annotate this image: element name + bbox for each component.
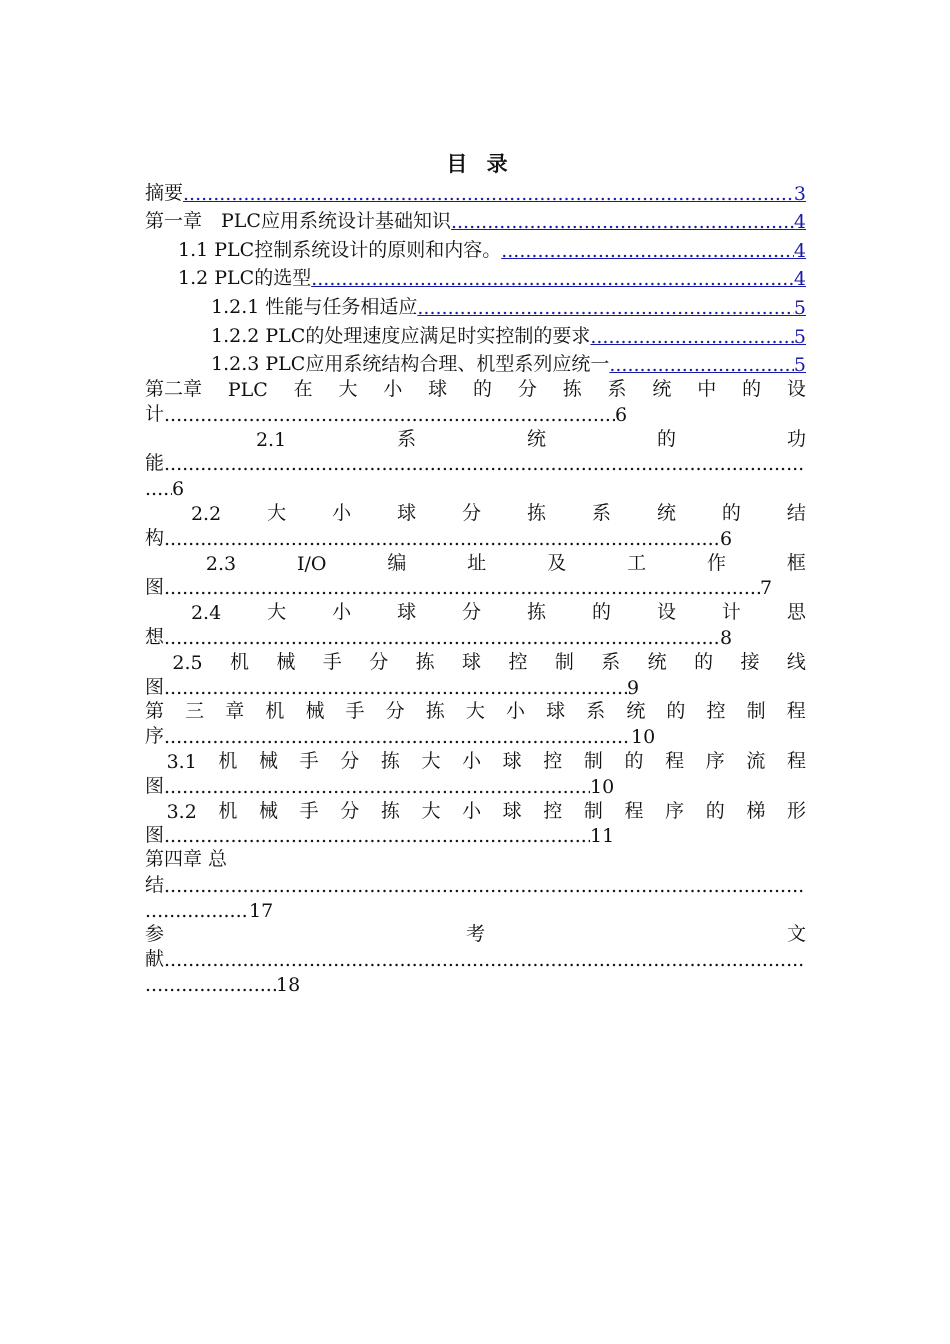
toc-entry-word: 系 (591, 501, 611, 524)
toc-entry-leader-line (145, 575, 806, 600)
toc-entry-word: 统 (626, 700, 646, 723)
toc-entry-word: 分 (462, 601, 482, 624)
toc-entry-justified-line (145, 748, 806, 773)
dot-leader (164, 875, 806, 897)
toc-page-number: 6 (615, 403, 628, 426)
toc-entry-word: 制 (746, 700, 766, 723)
toc-entry-2-2 (145, 500, 806, 550)
toc-entry-leader-line (145, 946, 806, 971)
toc-entry-2-3 (145, 550, 806, 600)
toc-entry-word: 大 (338, 377, 358, 400)
dot-leader (164, 528, 720, 550)
toc-entry-chapter-3 (145, 699, 806, 749)
toc-entry-justified-line (145, 922, 806, 947)
toc-entry-word: 3.1 (166, 750, 197, 773)
toc-entry-word: 分 (340, 749, 360, 772)
toc-entry-2-1 (145, 426, 806, 500)
toc-page-number: 11 (590, 825, 615, 848)
toc-entry-chapter-2 (145, 376, 806, 426)
toc-entry-word: 分 (517, 377, 537, 400)
toc-entry-leader-line (145, 525, 806, 550)
toc-entry-label: 1.2.1 性能与任务相适应 (211, 295, 418, 318)
toc-entry-word: 的 (591, 601, 611, 624)
dot-leader (164, 453, 806, 475)
toc-entry-word: 的 (705, 799, 725, 822)
toc-entry-word: 大 (421, 749, 441, 772)
toc-entry-justified-line (145, 699, 806, 724)
toc-entry-word: 序 (705, 749, 725, 772)
toc-entry-chapter-1[interactable] (145, 205, 806, 234)
toc-entry-justified-line (145, 798, 806, 823)
toc-entry-word: 分 (462, 501, 482, 524)
toc-entry-justified-line (145, 599, 806, 624)
toc-entry-word: 械 (259, 799, 279, 822)
dot-leader (164, 825, 590, 847)
toc-entry-1-2[interactable] (145, 262, 806, 291)
toc-entry-word: 球 (546, 700, 566, 723)
toc-entry-label-tail: 图 (145, 576, 165, 599)
toc-entry-word: 拣 (380, 799, 400, 822)
toc-entry-leader-line (145, 723, 806, 748)
dot-leader (164, 949, 806, 971)
toc-entry-1-1[interactable] (145, 233, 806, 262)
toc-entry-word: 2.3 (205, 552, 237, 575)
toc-entry-word: 的 (473, 377, 493, 400)
toc-entry-leader-line (145, 624, 806, 649)
toc-entry-word: 小 (332, 601, 352, 624)
toc-entry-leader-line (145, 773, 806, 798)
toc-entry-leader-line (145, 897, 806, 922)
toc-entry-word: 统 (647, 650, 667, 673)
toc-entry-word: 址 (467, 551, 487, 574)
toc-entry-label-tail: 构 (145, 526, 165, 549)
toc-entry-word: 的 (624, 749, 644, 772)
toc-entry-word: 在 (293, 377, 313, 400)
toc-entry-word: 2.1 (255, 428, 287, 451)
toc-entry-justified-line (145, 649, 806, 674)
toc-entry-word: 小 (332, 501, 352, 524)
toc-entry-3-1 (145, 748, 806, 798)
toc-entry-label-tail: 结 (145, 873, 165, 896)
toc-entry-word: 大 (267, 501, 287, 524)
toc-entry-word: 手 (322, 650, 342, 673)
toc-entry-word: 小 (505, 700, 525, 723)
toc-entry-label-tail: 献 (145, 948, 165, 971)
toc-entry-word: 机 (218, 799, 238, 822)
toc-entry-word: 控 (543, 799, 563, 822)
toc-entry-word: 拣 (415, 650, 435, 673)
toc-entry-word: 手 (299, 749, 319, 772)
toc-entry-1-2-3[interactable] (145, 348, 806, 377)
toc-entry-leader-line (145, 674, 806, 699)
toc-entry-word: 分 (369, 650, 389, 673)
dot-leader (417, 297, 794, 319)
toc-entry-word: 球 (502, 799, 522, 822)
toc-page-number: 6 (172, 478, 185, 501)
toc-entry-leader-line (145, 872, 806, 897)
toc-entry-word: 三 (185, 700, 205, 723)
toc-entry-leader-line (145, 823, 806, 848)
dot-leader (164, 677, 627, 699)
toc-entry-word: 参 (145, 923, 165, 946)
toc-entry-1-2-2[interactable] (145, 319, 806, 348)
toc-entry-word: 程 (624, 799, 644, 822)
toc-entry-label-tail: 能 (145, 452, 165, 475)
toc-entry-word: 大 (267, 601, 287, 624)
toc-entry-word: 球 (397, 501, 417, 524)
toc-entry-justified-line (145, 426, 806, 451)
toc-entry-word: 的 (721, 501, 741, 524)
toc-entry-word: 械 (305, 700, 325, 723)
toc-entry-word: 框 (786, 551, 806, 574)
toc-entry-word: 械 (259, 749, 279, 772)
toc-entry-label-tail: 图 (145, 774, 165, 797)
toc-entry-word: 统 (656, 501, 676, 524)
toc-entry-word: 拣 (562, 377, 582, 400)
toc-page-number: 18 (276, 974, 301, 997)
toc-entry-chapter-4 (145, 847, 806, 921)
toc-entry-justified-line (145, 500, 806, 525)
toc-entry-word: 及 (547, 551, 567, 574)
toc-entry-word: 梯 (746, 799, 766, 822)
toc-entry-word: 拣 (527, 501, 547, 524)
toc-entry-word: 的 (694, 650, 714, 673)
toc-entry-word: 接 (740, 650, 760, 673)
toc-entry-word: 考 (465, 923, 485, 946)
toc-entry-word: 球 (502, 749, 522, 772)
toc-entry-word: 结 (786, 501, 806, 524)
toc-title: 目 录 (446, 151, 514, 176)
toc-entry-word: 流 (746, 749, 766, 772)
toc-entry-word: 功 (786, 427, 806, 450)
toc-entry-word: 分 (385, 700, 405, 723)
toc-entry-word: 手 (299, 799, 319, 822)
toc-entry-word: 线 (786, 650, 806, 673)
toc-entry-references (145, 922, 806, 996)
toc-entry-word: 小 (462, 749, 482, 772)
toc-page-number: 4 (793, 268, 806, 291)
toc-page-number: 8 (720, 626, 733, 649)
dot-leader (164, 776, 590, 798)
toc-entry-label: 第四章 总 (145, 848, 228, 871)
toc-entry-word: 系 (607, 377, 627, 400)
toc-entry-word: 手 (345, 700, 365, 723)
dot-leader (590, 326, 794, 348)
toc-entry-word: 2.2 (190, 502, 222, 525)
toc-entry-label: 1.2.3 PLC应用系统结构合理、机型系列应统一 (211, 353, 610, 376)
toc-entry-word: 中 (697, 377, 717, 400)
toc-entry-label: 1.1 PLC控制系统设计的原则和内容。 (178, 238, 502, 261)
dot-leader (609, 354, 794, 376)
toc-page-number: 5 (793, 296, 806, 319)
dot-leader (145, 900, 249, 922)
dot-leader (164, 627, 720, 649)
toc-page-number: 4 (793, 211, 806, 234)
toc-entry-label: 1.2.2 PLC的处理速度应满足时实控制的要求 (211, 324, 591, 347)
toc-entry-word: 程 (786, 749, 806, 772)
toc-page-number: 6 (720, 527, 733, 550)
dot-leader (451, 211, 794, 233)
toc-entry-word: I/O (297, 552, 327, 575)
toc-page-number: 9 (627, 676, 640, 699)
dot-leader (145, 974, 276, 996)
toc-page-number: 5 (793, 325, 806, 348)
toc-entry-word: 形 (786, 799, 806, 822)
toc-entry-word: 拣 (425, 700, 445, 723)
dot-leader (501, 240, 794, 262)
toc-entry-word: 系 (601, 650, 621, 673)
toc-entry-label-tail: 想 (145, 625, 165, 648)
toc-entry-word: 设 (786, 377, 806, 400)
toc-entry-abstract[interactable] (145, 176, 806, 205)
toc-entry-leader-line (145, 401, 806, 426)
toc-entry-word: 工 (627, 551, 647, 574)
toc-page-number: 17 (249, 899, 274, 922)
toc-entry-word: 序 (665, 799, 685, 822)
toc-entry-word: 制 (583, 799, 603, 822)
toc-entry-word: 机 (265, 700, 285, 723)
toc-entry-word: 章 (225, 700, 245, 723)
dot-leader (164, 726, 631, 748)
dot-leader (164, 577, 760, 599)
table-of-contents (145, 176, 806, 996)
toc-entry-word: 球 (428, 377, 448, 400)
toc-entry-word: 机 (230, 650, 250, 673)
toc-entry-word: 分 (340, 799, 360, 822)
toc-entry-label-tail: 图 (145, 675, 165, 698)
toc-entry-leader-line (145, 475, 806, 500)
toc-entry-word: 第 (145, 700, 165, 723)
toc-page-number: 10 (590, 775, 615, 798)
toc-entry-word: 的 (666, 700, 686, 723)
dot-leader (145, 478, 172, 500)
toc-entry-2-4 (145, 599, 806, 649)
toc-entry-word: 设 (656, 601, 676, 624)
toc-entry-word: 制 (583, 749, 603, 772)
toc-entry-word: 控 (508, 650, 528, 673)
dot-leader (183, 183, 794, 205)
toc-entry-word: 球 (397, 601, 417, 624)
toc-entry-word: 小 (462, 799, 482, 822)
toc-entry-label: 第一章 PLC应用系统设计基础知识 (145, 210, 451, 233)
toc-entry-word: 制 (554, 650, 574, 673)
toc-entry-word: 械 (276, 650, 296, 673)
toc-entry-word: 2.4 (190, 602, 222, 625)
toc-entry-3-2 (145, 798, 806, 848)
toc-entry-word: 的 (742, 377, 762, 400)
toc-entry-word: 3.2 (166, 800, 197, 823)
toc-entry-word: 大 (421, 799, 441, 822)
toc-entry-word: 程 (665, 749, 685, 772)
toc-entry-word: 系 (586, 700, 606, 723)
toc-page-number: 5 (793, 354, 806, 377)
dot-leader (311, 268, 794, 290)
toc-entry-leader-line (145, 451, 806, 476)
toc-entry-word: 2.5 (172, 651, 203, 674)
toc-entry-word: 作 (707, 551, 727, 574)
toc-entry-word: 机 (218, 749, 238, 772)
toc-entry-word: 大 (465, 700, 485, 723)
toc-entry-word: 拣 (527, 601, 547, 624)
toc-entry-label: 摘要 (145, 181, 184, 204)
toc-entry-justified-line (145, 550, 806, 575)
toc-entry-word: 思 (786, 601, 806, 624)
toc-entry-word: 统 (652, 377, 672, 400)
toc-entry-word: 球 (462, 650, 482, 673)
toc-entry-word: PLC (227, 378, 268, 401)
toc-entry-word: 统 (527, 427, 547, 450)
toc-page-number: 3 (793, 182, 806, 205)
toc-entry-leader-line (145, 971, 806, 996)
toc-entry-2-5 (145, 649, 806, 699)
toc-entry-word: 编 (387, 551, 407, 574)
toc-entry-word: 控 (706, 700, 726, 723)
toc-entry-word: 的 (657, 427, 677, 450)
toc-page-number: 7 (760, 577, 773, 600)
dot-leader (164, 404, 615, 426)
toc-entry-word: 程 (786, 700, 806, 723)
toc-entry-label-tail: 计 (145, 402, 165, 425)
toc-page-number: 10 (631, 726, 656, 749)
toc-entry-word: 系 (397, 427, 417, 450)
toc-entry-1-2-1[interactable] (145, 290, 806, 319)
toc-entry-word: 第二章 (145, 377, 203, 400)
toc-entry-label-tail: 图 (145, 824, 165, 847)
toc-entry-word: 文 (786, 923, 806, 946)
toc-entry-word: 拣 (380, 749, 400, 772)
toc-entry-label: 1.2 PLC的选型 (178, 267, 312, 290)
toc-entry-justified-line (145, 376, 806, 401)
toc-entry-word: 计 (721, 601, 741, 624)
toc-entry-label-tail: 序 (145, 725, 165, 748)
toc-entry-word: 控 (543, 749, 563, 772)
toc-page-number: 4 (793, 239, 806, 262)
toc-entry-word: 小 (383, 377, 403, 400)
